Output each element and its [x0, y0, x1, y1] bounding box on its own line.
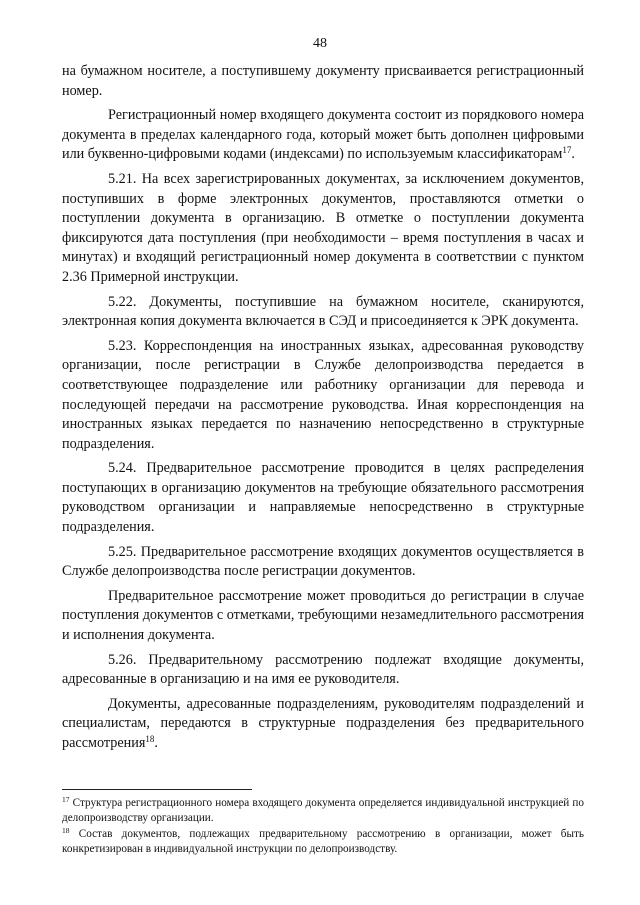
- paragraph: Предварительное рассмотрение может проводиться до регистрации в случае поступления документов с отметками, требующими незамедлительного рассмотрения и исполнения документа.: [62, 587, 584, 644]
- paragraph: на бумажном носителе, а поступившему документу присваивается регистрационный номер.: [62, 63, 584, 99]
- paragraph: 5.26. Предварительному рассмотрению подлежат входящие документы, адресованные в организацию и на имя ее руководителя.: [62, 651, 584, 688]
- page-number: 48: [313, 36, 327, 51]
- footnotes: [62, 796, 584, 858]
- paragraph: 5.21. На всех зарегистрированных документах, за исключением документов, поступивших в форме электронных документов, проставляются отметки о поступлении документа в организацию. В отметке о поступлении документа фиксируются дата поступления (при необходимости – время поступления в часах и минутах) и входящий регистрационный номер документа в соответствии с пунктом 2.36 Примерной инструкции.: [62, 170, 584, 285]
- footnote-ref[interactable]: 18: [145, 734, 155, 744]
- paragraph: 5.24. Предварительное рассмотрение проводится в целях распределения поступающих в организацию документов на требующие обязательного рассмотрения руководством организации и направляемые непосредственно в структурные подразделения.: [62, 460, 584, 536]
- paragraph: 5.22. Документы, поступившие на бумажном носителе, сканируются, электронная копия документа включается в СЭД и присоединяется к ЭРК документа.: [62, 293, 584, 330]
- paragraph: 5.25. Предварительное рассмотрение входящих документов осуществляется в Службе делопроизводства после регистрации документов.: [62, 543, 584, 580]
- footnote-ref[interactable]: 17: [562, 145, 572, 156]
- paragraph: Регистрационный номер входящего документа состоит из порядкового номера документа в пределах календарного года, который может быть дополнен цифровыми или буквенно-цифровыми кодами (индексами) по используемым классификаторам$^{17}$.: [62, 107, 584, 163]
- footnote: $^{17}$ Структура регистрационного номера входящего документа определяется индивидуальной инструкцией по делопроизводству организации.: [62, 795, 585, 824]
- footnote-number: 18: [62, 826, 70, 835]
- footnote: $^{18}$ Состав документов, подлежащих предварительному рассмотрению в организации, может быть конкретизирован в индивидуальной инструкции по делопроизводству.: [62, 826, 584, 855]
- paragraph: 5.23. Корреспонденция на иностранных языках, адресованная руководству организации, после регистрации в Службе делопроизводства передается в соответствующее подразделение или работнику организации для перевода и последующей передачи на рассмотрение руководства. Иная корреспонденция на иностранных языках передается по назначению непосредственно в структурные подразделения.: [62, 337, 584, 452]
- footnote-separator: [62, 789, 252, 790]
- paragraph: Документы, адресованные подразделениям, руководителям подразделений и специалистам, передаются в структурные подразделения без предварительного рассмотрения$^{18}$.: [62, 695, 584, 751]
- footnote-number: 17: [62, 795, 70, 804]
- body-text: [62, 62, 584, 759]
